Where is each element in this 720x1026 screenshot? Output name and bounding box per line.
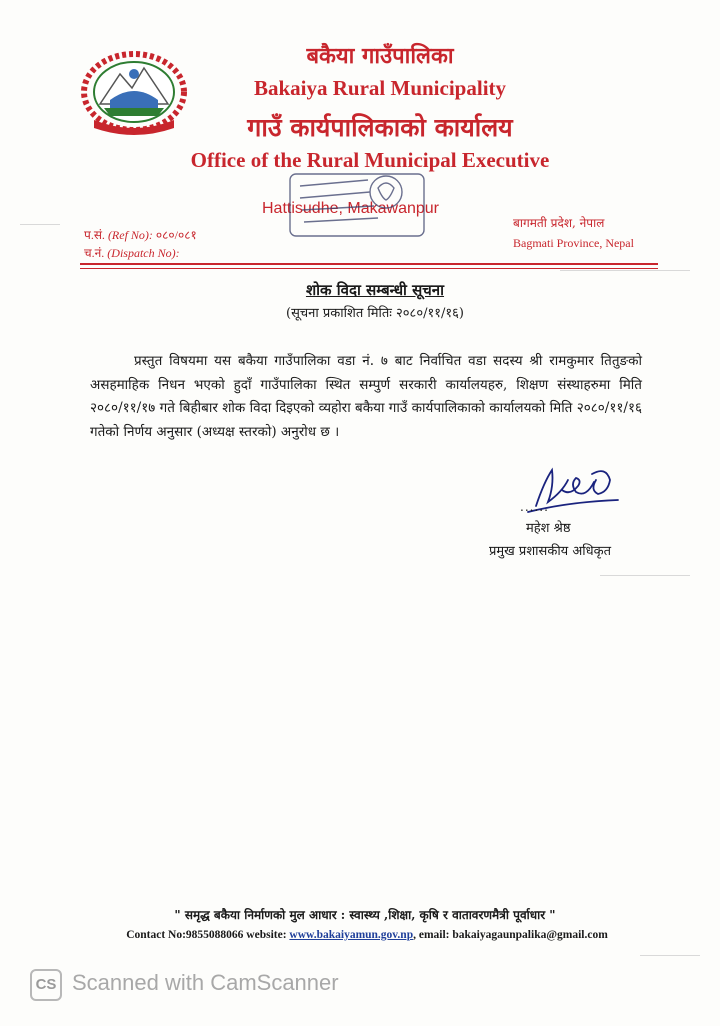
header-divider (80, 263, 658, 265)
notice-body: प्रस्तुत विषयमा यस बकैया गाउँपालिका वडा नं. ७ बाट निर्वाचित वडा सदस्य श्री रामकुमार तितुङको असहमाहिक निधन भएको हुदाँ गाउँपालिका स्थित सम्पुर्ण सरकारी कार्यालयहरु, शिक्षण संस्थाहरुमा मिति २०८०/११/१७ गते बिहीबार शोक विदा दिइएको व्यहोरा बकैया गाउँ कार्यपालिकाको कार्यालयको मिति २०८०/११/१६ गतेको निर्णय अनुसार (अध्यक्ष स्तरको) अनुरोध छ । (90, 353, 642, 440)
signatory-name: महेश श्रेष्ठ (526, 521, 571, 536)
email-address: bakaiyagaunpalika@gmail.com (452, 929, 608, 941)
province-np: बागमती प्रदेश, नेपाल (513, 216, 605, 230)
office-address: Hattisudhe, Makawanpur (262, 200, 439, 217)
website-label: website: (246, 929, 287, 941)
website-link[interactable]: www.bakaiyamun.gov.np (289, 929, 414, 941)
notice-title-text: शोक विदा सम्बन्धी सूचना (305, 281, 445, 299)
contact-number: Contact No:9855088066 (126, 929, 244, 941)
ref-value: ०८०/०८१ (155, 228, 197, 242)
office-name-en: Office of the Rural Municipal Executive (190, 148, 550, 172)
notice-title (0, 280, 720, 300)
signature-dots: ...... (520, 500, 549, 514)
footer-contact: Contact No:9855088066 website: www.bakaiyamun.gov.np, email: bakaiyagaunpalika@gmail.com (126, 929, 608, 941)
office-name-np: गाउँ कार्यपालिकाको कार्यालय (247, 113, 513, 142)
dispatch-number (84, 244, 180, 261)
municipality-name-np: बकैया गाउँपालिका (306, 43, 454, 69)
footer-slogan: " समृद्ध बकैया निर्माणको मुल आधार : स्वास्थ्य ,शिक्षा, कृषि र वातावरणमैत्री पूर्वाधार " (174, 908, 556, 922)
province-en: Bagmati Province, Nepal (513, 236, 634, 250)
dispatch-label-en: (Dispatch No): (107, 246, 180, 260)
email-label: email: (418, 929, 450, 941)
municipality-name-en: Bakaiya Rural Municipality (253, 76, 507, 100)
notice-date: (सूचना प्रकाशित मितिः २०८०/११/१६) (286, 306, 464, 321)
camscanner-logo-icon: CS (30, 969, 62, 1001)
dispatch-label-np: च.नं. (84, 246, 105, 260)
ref-label-en: (Ref No): (107, 228, 153, 242)
ref-label-np: प.सं. (84, 228, 105, 242)
reference-number (84, 226, 197, 243)
signatory-title: प्रमुख प्रशासकीय अधिकृत (489, 544, 612, 559)
scanner-watermark: Scanned with CamScanner (72, 970, 339, 995)
office-seal-icon (282, 168, 432, 240)
header-divider-thin (80, 268, 658, 269)
